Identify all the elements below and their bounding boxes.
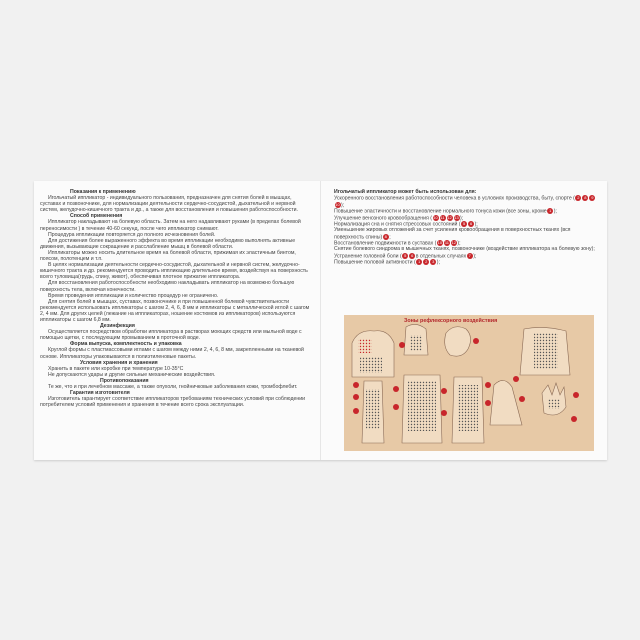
disinfection-title: Дезинфекция	[100, 323, 135, 330]
zone-number-badge: 2	[425, 259, 428, 265]
contraindications-title: Противопоказания	[100, 377, 149, 384]
zone-number-badge: 9	[591, 195, 594, 201]
zone-grid	[548, 399, 560, 409]
zone-number-badge: 6	[411, 252, 414, 258]
form-text: Круглой формы с пластмассовыми иглами с шагом между ними 2, 4, 6, 8 мм, закрепленными на тканевой основе. Иппликаторы упаковываются в полиэтиленовые пакеты.	[40, 347, 304, 360]
method-paragraph: Иппликаторы можно носить длительное время на болевой области, прижимая их эластичным бинтом, поясом, полотенцем и т.п.	[40, 249, 296, 263]
zone-number-badge: 10	[433, 214, 438, 220]
indications-title: Показания к применению	[70, 189, 136, 195]
use-item-text: Нормализация сна и снятия стрессовых состояний (	[334, 221, 461, 228]
use-item	[334, 246, 602, 252]
method-paragraph: Процедура иппликации повторяется до полного исчезновения болей.	[48, 231, 216, 238]
method-paragraph: Иппликатор накладывают на болевую область. Затем на него надавливают руками (в пределах болевой переносимости ) в течение 40-60 секунд, после чего иппликатор снимают.	[40, 219, 301, 232]
zone-grid	[458, 385, 478, 431]
use-item-text: Устранение головной боли (	[334, 252, 402, 259]
zone-number-badge: 8	[584, 195, 587, 201]
disinfection-text: Осуществляется посредством обработки иппликатора в растворах моющих средств или мыльной воде с помощью щетки, с последующим промыванием в проточной воде.	[40, 329, 302, 342]
zone-grid	[360, 357, 382, 373]
zone-number-badge: 7	[468, 252, 471, 258]
zone-grid	[358, 339, 372, 353]
use-item-text: Восстановление подвижности в суставах (	[334, 240, 437, 247]
storage-line: Не допускаются удары и другие сильные механические воздействия.	[48, 371, 216, 378]
right-column	[334, 189, 602, 266]
zones-title: Зоны рефлексорного воздействия	[404, 318, 498, 324]
use-item-tail: );	[474, 221, 478, 228]
method-paragraph: Для восстановления работоспособности необходимо накладывать иппликатор на возможно большую поверхность тела, включая конечности.	[40, 280, 295, 293]
use-item-text: Ускоренного восстановления работоспособности человека в условиях производства, быту, спорте (	[334, 195, 575, 202]
zone-number-badge: 10	[437, 240, 443, 245]
zone-number-badge: 6	[469, 220, 473, 226]
zone-number-badge: 8	[384, 233, 387, 239]
zone-grid	[410, 335, 422, 351]
leaflet-sheet	[34, 181, 607, 460]
use-item	[334, 227, 602, 240]
storage-title: Условия хранения и хранения	[80, 359, 158, 366]
use-item-text: Улучшение венозного кровообращения (	[334, 214, 432, 221]
use-item-tail: в отдельных случаях	[415, 252, 467, 259]
use-item-text: Снятие болевого синдрома в мышечных тканях, позвоночнике (воздействие иппликатора на болевую зону);	[334, 246, 595, 253]
zone-grid	[534, 333, 558, 369]
use-item-tail: );	[457, 240, 461, 247]
sitting-figure	[490, 380, 522, 425]
use-item	[334, 259, 602, 265]
use-item	[334, 195, 602, 208]
method-paragraph: Для снятия болей в мышцах, суставах, позвоночнике и при повышенной болевой чувствительности рекомендуется использовать иппликаторы с шагом 2, 4, 6, 8 мм и иппликаторы с металлической иглой с шагом 2, 4 мм. Для других целей (лежание на иппликаторах, ношение костюмов из иппликаторов) используются иппликаторы с шагом 6,8 мм.	[40, 298, 310, 323]
use-item-text: Повышение эластичности и восстановление нормального тонуса кожи (все зоны, кроме	[334, 208, 547, 215]
reflex-zones-panel	[344, 315, 594, 451]
method-paragraph: Время проведения иппликации и количество процедур не ограничено.	[48, 292, 219, 299]
method-paragraph: Для достижения более выраженного эффекта во время иппликации необходимо выполнять активные движения, вызывающие сокращение и расслабление мышц в болевой области.	[40, 237, 296, 250]
uses-title: Игольчатый иппликатор может быть использован для:	[334, 189, 477, 195]
zone-number-badge: 2	[577, 195, 580, 201]
zone-number-badge: 5	[462, 220, 466, 226]
use-item-tail: ;	[389, 233, 391, 240]
use-item-text: Повышение половой активности (	[334, 259, 416, 266]
left-column	[40, 189, 314, 408]
zone-number-badge: 13	[454, 214, 459, 220]
zone-number-badge: 11	[444, 240, 449, 245]
use-item-tail: );	[436, 259, 440, 266]
storage-line: Хранить в пакете или коробке при температуре 10-35°С	[48, 365, 184, 372]
body-zones-illustration	[344, 315, 594, 451]
warranty-title: Гарантия изготовителя	[70, 390, 130, 397]
contraindications-text: Те же, что и при лечебном массаже, а также опухоли, гнойничковые заболевания кожи, тромбофлебит.	[48, 384, 298, 390]
zone-number-badge: 5	[404, 252, 407, 258]
head-figure	[445, 327, 471, 356]
method-paragraph: В целях нормализации деятельности сердечно-сосудистой, дыхательной и нервной систем, желудочно-кишечного тракта и др. рекомендуется проводить иппликацию длительное время, воздействуя на поверхность всего туловища(грудь, спину, живот), обеспечивая плотное прижатие иппликатора.	[40, 262, 308, 281]
zone-number-badge: 12	[451, 240, 457, 245]
form-title: Форма выпуска, комплектность и упаковка	[70, 341, 182, 348]
zone-grid	[366, 389, 380, 429]
use-item-tail: );	[341, 201, 345, 208]
uses-list	[334, 195, 602, 265]
indications-text: Игольчатый иппликатор - индивидуального пользования, предназначен для снятия болей в мышцах, суставах и позвоночнике, для нормализации деятельности сердечно-сосудистой, дыхательной и нервной систем, желудочно-кишечного тракта и др., а также для восстановления и повышения работоспособности.	[40, 195, 298, 214]
use-item-tail: );	[553, 208, 557, 215]
use-item-tail: );	[473, 252, 477, 259]
zone-grid	[408, 381, 436, 431]
zone-number-badge: 3	[432, 259, 435, 265]
zone-number-badge: 10	[335, 201, 340, 207]
zone-number-badge: 11	[440, 214, 445, 220]
use-item-tail: );	[460, 214, 464, 221]
warranty-text: Изготовитель гарантирует соответствие иппликаторов требованиям технических условий при соблюдении потребителем условий применения и хранения в течение всего срока эксплуатации.	[40, 396, 306, 409]
zone-number-badge: 12	[447, 214, 452, 220]
zone-number-badge: 1	[418, 259, 421, 265]
method-title: Способ применения	[70, 213, 123, 220]
zone-number-badge: 1	[549, 208, 552, 214]
use-item-text: Уменьшение жировых отложений за счет усиления кровообращения в поверхностных тканях (вся поверхность спины)	[334, 227, 571, 240]
fold-line	[320, 181, 321, 460]
